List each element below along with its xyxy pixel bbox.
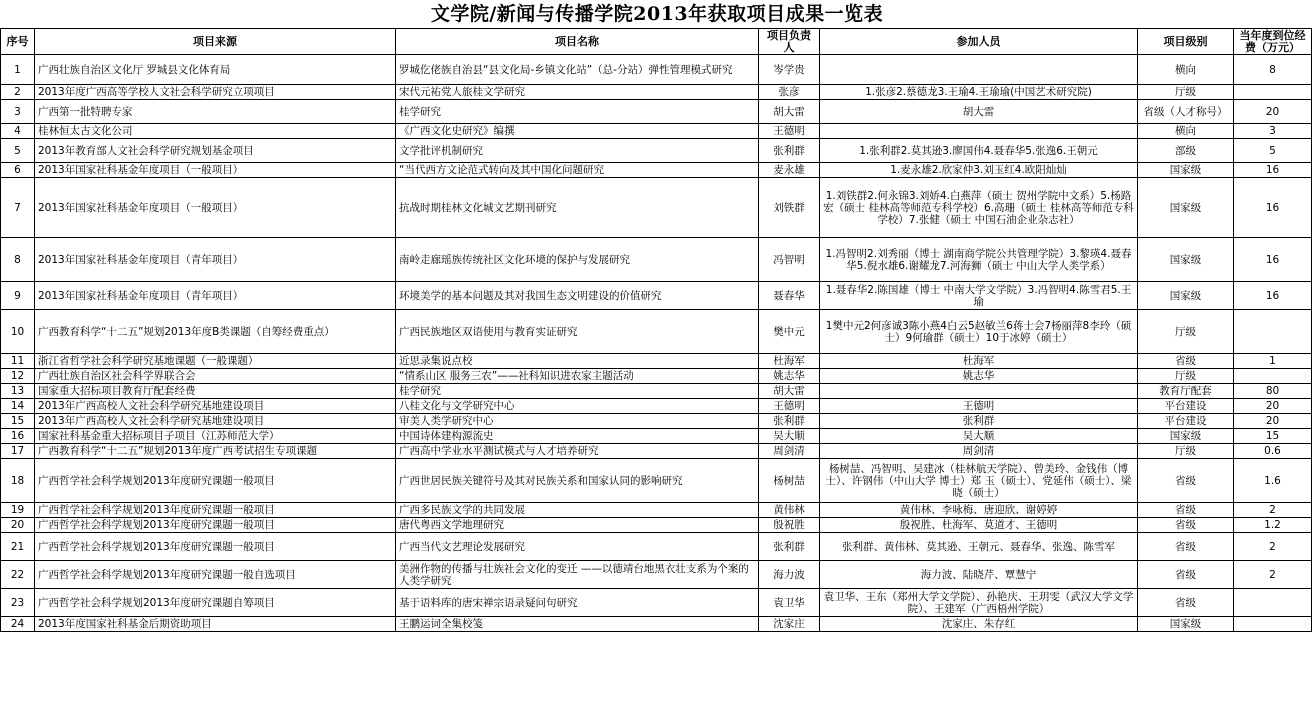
cell-name: “当代西方文论范式转向及其中国化问题研究 [396, 163, 759, 178]
table-row [1, 310, 1312, 354]
cell-source: 2013年国家社科基金年度项目（一般项目） [35, 178, 396, 238]
cell-level: 部级 [1138, 139, 1234, 163]
cell-leader: 海力波 [759, 561, 820, 589]
cell-leader: 殷祝胜 [759, 518, 820, 533]
cell-funding [1234, 85, 1312, 100]
cell-no: 17 [1, 444, 35, 459]
cell-members: 张利群、黄伟林、莫其逊、王朝元、聂春华、张逸、陈雪军 [820, 533, 1138, 561]
cell-no: 7 [1, 178, 35, 238]
cell-no: 10 [1, 310, 35, 354]
cell-source: 广西壮族自治区社会科学界联合会 [35, 369, 396, 384]
table-row [1, 178, 1312, 238]
cell-leader: 吴大顺 [759, 429, 820, 444]
cell-leader: 胡大雷 [759, 384, 820, 399]
cell-source: 广西哲学社会科学规划2013年度研究课题一般项目 [35, 503, 396, 518]
cell-no: 4 [1, 124, 35, 139]
cell-name: 文学批评机制研究 [396, 139, 759, 163]
cell-name: 南岭走廊瑶族传统社区文化环境的保护与发展研究 [396, 238, 759, 282]
cell-leader: 王德明 [759, 399, 820, 414]
cell-name: 唐代粤西文学地理研究 [396, 518, 759, 533]
cell-members: 姚志华 [820, 369, 1138, 384]
cell-members: 杨树喆、冯智明、吴建冰（桂林航天学院）、曾美玲、金钱伟（博士）、许钢伟（中山大学 博士）郑 玉（硕士）、党延伟（硕士）、梁 晓（硕士） [820, 459, 1138, 503]
cell-name: 近思录集说点校 [396, 354, 759, 369]
table-row [1, 503, 1312, 518]
cell-source: 2013年广西高校人文社会科学研究基地建设项目 [35, 399, 396, 414]
table-row [1, 238, 1312, 282]
cell-funding: 3 [1234, 124, 1312, 139]
cell-members: 沈家庄、朱存红 [820, 617, 1138, 632]
table-title: 文学院/新闻与传播学院2013年获取项目成果一览表 [430, 3, 884, 25]
cell-funding: 16 [1234, 178, 1312, 238]
cell-no: 20 [1, 518, 35, 533]
cell-level: 省级 [1138, 354, 1234, 369]
cell-no: 1 [1, 55, 35, 85]
cell-leader: 袁卫华 [759, 589, 820, 617]
cell-name: 宋代元祐党人旅桂文学研究 [396, 85, 759, 100]
cell-level: 国家级 [1138, 282, 1234, 310]
cell-source: 浙江省哲学社会科学研究基地课题（一般课题） [35, 354, 396, 369]
cell-name: 王鹏运词全集校笺 [396, 617, 759, 632]
cell-no: 8 [1, 238, 35, 282]
cell-no: 16 [1, 429, 35, 444]
cell-members: 杜海军 [820, 354, 1138, 369]
cell-funding: 16 [1234, 163, 1312, 178]
cell-source: 广西哲学社会科学规划2013年度研究课题自筹项目 [35, 589, 396, 617]
cell-name: 罗城仡佬族自治县“县文化局-乡镇文化站”（总-分站）弹性管理模式研究 [396, 55, 759, 85]
cell-no: 23 [1, 589, 35, 617]
cell-level: 厅级 [1138, 85, 1234, 100]
cell-members: 1.张彦2.蔡德龙3.王瑜4.王瑜瑜(中国艺术研究院) [820, 85, 1138, 100]
cell-funding: 16 [1234, 238, 1312, 282]
cell-name: 《广西文化史研究》编撰 [396, 124, 759, 139]
cell-members: 吴大顺 [820, 429, 1138, 444]
cell-no: 21 [1, 533, 35, 561]
cell-funding [1234, 369, 1312, 384]
cell-source: 2013年广西高校人文社会科学研究基地建设项目 [35, 414, 396, 429]
cell-members: 张利群 [820, 414, 1138, 429]
cell-funding: 2 [1234, 503, 1312, 518]
cell-name: 广西民族地区双语使用与教育实证研究 [396, 310, 759, 354]
cell-level: 省级 [1138, 503, 1234, 518]
cell-leader: 张利群 [759, 139, 820, 163]
header-funding: 当年度到位经费（万元） [1234, 29, 1312, 55]
cell-level: 平台建设 [1138, 399, 1234, 414]
cell-name: 美洲作物的传播与壮族社会文化的变迁 ——以德靖台地黑衣壮支系为个案的人类学研究 [396, 561, 759, 589]
cell-leader: 张利群 [759, 414, 820, 429]
table-row [1, 399, 1312, 414]
cell-source: 广西哲学社会科学规划2013年度研究课题一般项目 [35, 518, 396, 533]
cell-source: 广西哲学社会科学规划2013年度研究课题一般自选项目 [35, 561, 396, 589]
cell-leader: 王德明 [759, 124, 820, 139]
table-row [1, 163, 1312, 178]
cell-leader: 胡大雷 [759, 100, 820, 124]
cell-level: 厅级 [1138, 444, 1234, 459]
cell-no: 22 [1, 561, 35, 589]
cell-members: 1樊中元2何彦诚3陈小燕4白云5赵敏兰6蒋士会7杨丽萍8李玲（硕士）9何瑜群（硕士）10于冰婷（硕士） [820, 310, 1138, 354]
cell-funding: 20 [1234, 399, 1312, 414]
cell-source: 2013年国家社科基金年度项目（青年项目） [35, 282, 396, 310]
cell-members [820, 384, 1138, 399]
cell-members: 1.聂春华2.陈国雄（博士 中南大学文学院）3.冯智明4.陈雪君5.王瑜 [820, 282, 1138, 310]
cell-level: 教育厅配套 [1138, 384, 1234, 399]
cell-no: 2 [1, 85, 35, 100]
cell-members: 1.刘铁群2.何永锦3.刘娇4.白燕萍（硕士 贺州学院中文系）5.杨路宏（硕士 桂林高等师范专科学校）6.高珊（硕士 桂林高等师范专科学校）7.张健（硕士 中国石油企业杂志社） [820, 178, 1138, 238]
cell-funding [1234, 617, 1312, 632]
cell-funding: 2 [1234, 561, 1312, 589]
cell-level: 省级 [1138, 533, 1234, 561]
cell-no: 3 [1, 100, 35, 124]
cell-funding [1234, 310, 1312, 354]
cell-source: 2013年国家社科基金年度项目（青年项目） [35, 238, 396, 282]
cell-members: 海力波、陆晓芹、覃慧宁 [820, 561, 1138, 589]
cell-source: 2013年度广西高等学校人文社会科学研究立项项目 [35, 85, 396, 100]
cell-name: 桂学研究 [396, 100, 759, 124]
cell-source: 2013年国家社科基金年度项目（一般项目） [35, 163, 396, 178]
header-source: 项目来源 [35, 29, 396, 55]
cell-members [820, 55, 1138, 85]
cell-level: 国家级 [1138, 617, 1234, 632]
cell-name: 广西当代文艺理论发展研究 [396, 533, 759, 561]
header-level: 项目级别 [1138, 29, 1234, 55]
cell-source: 广西哲学社会科学规划2013年度研究课题一般项目 [35, 533, 396, 561]
table-row [1, 617, 1312, 632]
cell-level: 国家级 [1138, 178, 1234, 238]
table-row [1, 124, 1312, 139]
cell-name: 广西世居民族关键符号及其对民族关系和国家认同的影响研究 [396, 459, 759, 503]
cell-no: 6 [1, 163, 35, 178]
cell-leader: 周剑清 [759, 444, 820, 459]
cell-level: 厅级 [1138, 369, 1234, 384]
cell-name: 抗战时期桂林文化城文艺期刊研究 [396, 178, 759, 238]
cell-source: 2013年教育部人文社会科学研究规划基金项目 [35, 139, 396, 163]
cell-source: 广西教育科学“十二五”规划2013年度B类课题（自筹经费重点） [35, 310, 396, 354]
cell-level: 省级 [1138, 561, 1234, 589]
cell-leader: 张利群 [759, 533, 820, 561]
cell-members: 黄伟林、李咏梅、唐迎欣、谢婷婷 [820, 503, 1138, 518]
cell-no: 24 [1, 617, 35, 632]
cell-name: 环境美学的基本问题及其对我国生态文明建设的价值研究 [396, 282, 759, 310]
cell-funding: 2 [1234, 533, 1312, 561]
cell-level: 国家级 [1138, 429, 1234, 444]
header-row [1, 29, 1312, 55]
cell-source: 桂林恒太古文化公司 [35, 124, 396, 139]
cell-leader: 张彦 [759, 85, 820, 100]
cell-level: 厅级 [1138, 310, 1234, 354]
cell-no: 12 [1, 369, 35, 384]
cell-no: 15 [1, 414, 35, 429]
table-row [1, 85, 1312, 100]
cell-name: 桂学研究 [396, 384, 759, 399]
cell-leader: 樊中元 [759, 310, 820, 354]
cell-funding: 8 [1234, 55, 1312, 85]
header-leader: 项目负责人 [759, 29, 820, 55]
cell-members: 王德明 [820, 399, 1138, 414]
cell-source: 广西哲学社会科学规划2013年度研究课题一般项目 [35, 459, 396, 503]
table-row [1, 139, 1312, 163]
cell-funding [1234, 589, 1312, 617]
cell-level: 横向 [1138, 55, 1234, 85]
cell-source: 国家社科基金重大招标项目子项目（江苏师范大学） [35, 429, 396, 444]
cell-members: 周剑清 [820, 444, 1138, 459]
cell-source: 广西第一批特聘专家 [35, 100, 396, 124]
cell-leader: 杨树喆 [759, 459, 820, 503]
table-row [1, 444, 1312, 459]
table-row [1, 55, 1312, 85]
projects-table [0, 28, 1312, 632]
table-row [1, 282, 1312, 310]
cell-no: 13 [1, 384, 35, 399]
cell-funding: 1.6 [1234, 459, 1312, 503]
cell-level: 省级（人才称号） [1138, 100, 1234, 124]
cell-funding: 80 [1234, 384, 1312, 399]
cell-funding: 5 [1234, 139, 1312, 163]
cell-source: 国家重大招标项目教育厅配套经费 [35, 384, 396, 399]
cell-funding: 20 [1234, 414, 1312, 429]
cell-name: 广西多民族文学的共同发展 [396, 503, 759, 518]
table-row [1, 100, 1312, 124]
cell-funding: 1 [1234, 354, 1312, 369]
cell-members [820, 124, 1138, 139]
cell-leader: 岑学贵 [759, 55, 820, 85]
cell-name: 基于语料库的唐宋禅宗语录疑问句研究 [396, 589, 759, 617]
cell-level: 省级 [1138, 459, 1234, 503]
cell-members: 殷祝胜、杜海军、莫道才、王德明 [820, 518, 1138, 533]
header-members: 参加人员 [820, 29, 1138, 55]
cell-leader: 麦永雄 [759, 163, 820, 178]
table-row [1, 414, 1312, 429]
cell-leader: 沈家庄 [759, 617, 820, 632]
cell-funding: 1.2 [1234, 518, 1312, 533]
cell-leader: 聂春华 [759, 282, 820, 310]
cell-source: 广西教育科学“十二五”规划2013年度广西考试招生专项课题 [35, 444, 396, 459]
cell-source: 广西壮族自治区文化厅 罗城县文化体育局 [35, 55, 396, 85]
cell-members: 1.张利群2.莫其逊3.廖国伟4.聂春华5.张逸6.王朝元 [820, 139, 1138, 163]
cell-funding: 20 [1234, 100, 1312, 124]
table-row [1, 429, 1312, 444]
table-row [1, 589, 1312, 617]
cell-funding: 15 [1234, 429, 1312, 444]
cell-leader: 刘铁群 [759, 178, 820, 238]
table-row [1, 354, 1312, 369]
table-row [1, 459, 1312, 503]
cell-members: 胡大雷 [820, 100, 1138, 124]
table-row [1, 384, 1312, 399]
cell-no: 11 [1, 354, 35, 369]
cell-level: 平台建设 [1138, 414, 1234, 429]
cell-leader: 冯智明 [759, 238, 820, 282]
cell-name: 中国诗体建构源流史 [396, 429, 759, 444]
cell-no: 18 [1, 459, 35, 503]
header-name: 项目名称 [396, 29, 759, 55]
table-row [1, 369, 1312, 384]
cell-name: “情系山区 服务三农”——社科知识进农家主题活动 [396, 369, 759, 384]
table-row [1, 561, 1312, 589]
cell-no: 14 [1, 399, 35, 414]
cell-members: 袁卫华、王东（郑州大学文学院）、孙艳庆、王玥雯（武汉大学文学院）、王建军（广西梧州学院） [820, 589, 1138, 617]
cell-no: 9 [1, 282, 35, 310]
cell-members: 1.麦永雄2.欣家仲3.刘玉红4.欧阳灿灿 [820, 163, 1138, 178]
table-row [1, 518, 1312, 533]
cell-members: 1.冯智明2.刘秀丽（博士 湖南商学院公共管理学院）3.黎瑛4.聂春华5.倪水雄6.谢耀龙7.河海狮（硕士 中山大学人类学系） [820, 238, 1138, 282]
cell-leader: 杜海军 [759, 354, 820, 369]
cell-level: 省级 [1138, 589, 1234, 617]
table-row [1, 533, 1312, 561]
cell-level: 国家级 [1138, 238, 1234, 282]
cell-funding: 0.6 [1234, 444, 1312, 459]
cell-name: 审美人类学研究中心 [396, 414, 759, 429]
header-no: 序号 [1, 29, 35, 55]
cell-name: 广西高中学业水平测试模式与人才培养研究 [396, 444, 759, 459]
cell-name: 八桂文化与文学研究中心 [396, 399, 759, 414]
cell-leader: 姚志华 [759, 369, 820, 384]
cell-no: 5 [1, 139, 35, 163]
cell-level: 横向 [1138, 124, 1234, 139]
cell-funding: 16 [1234, 282, 1312, 310]
cell-leader: 黄伟林 [759, 503, 820, 518]
cell-level: 国家级 [1138, 163, 1234, 178]
cell-no: 19 [1, 503, 35, 518]
cell-source: 2013年度国家社科基金后期资助项目 [35, 617, 396, 632]
cell-level: 省级 [1138, 518, 1234, 533]
